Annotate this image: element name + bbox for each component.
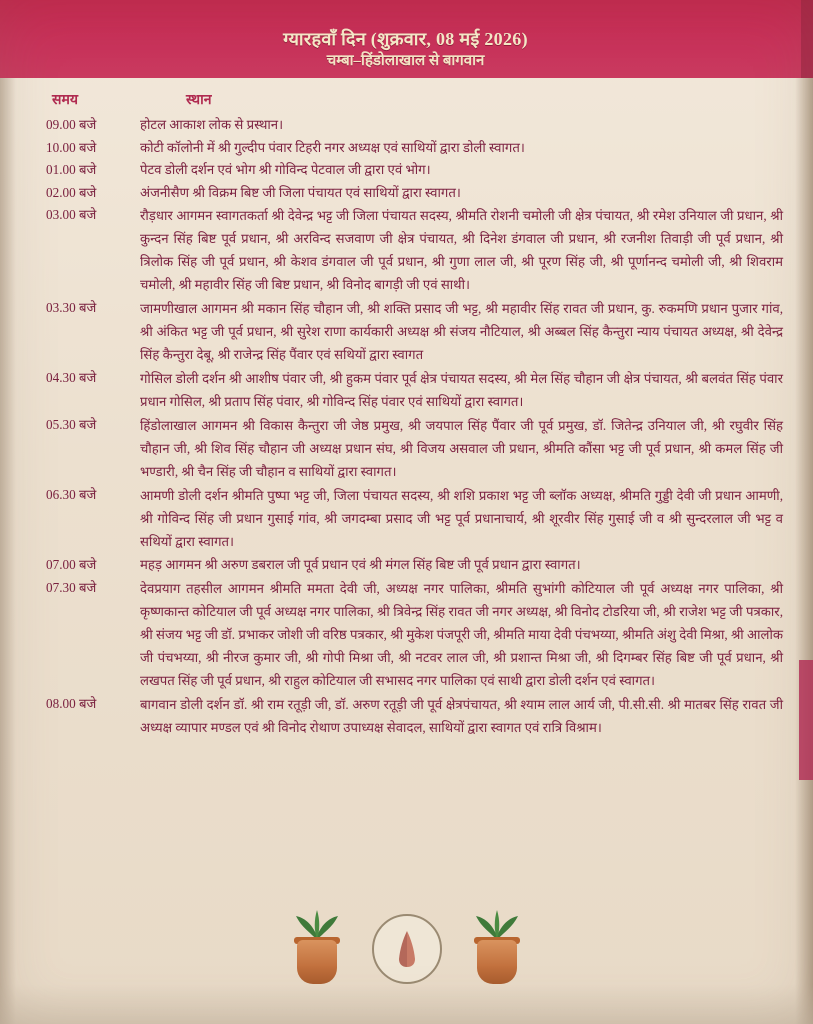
row-time: 08.00 बजे	[46, 695, 97, 711]
band-right-tab	[801, 0, 813, 78]
row-time: 02.00 बजे	[46, 184, 97, 200]
row-place: हिंडोलाखाल आगमन श्री विकास कैन्तुरा जी जेष्ठ प्रमुख, श्री जयपाल सिंह पैंवार जी पूर्व प्रमुख, डॉ. जितेन्द्र उनियाल जी, श्री रघुवीर सिंह चौहान जी, श्री शिव सिंह चौहान जी अध्यक्ष प्रधान संघ, श्री विजय असवाल जी प्रधान, श्रीमति कौंसा भट्ट जी पूर्व प्रधान, श्री कमल सिंह जी भण्डारी, श्री चैन सिंह जी चौहान व साथियों द्वारा स्वागत।	[140, 418, 783, 479]
kalash-icon	[470, 910, 524, 984]
row-place: पेटव डोली दर्शन एवं भोग श्री गोविन्द पेटवाल जी द्वारा एवं भोग।	[140, 162, 431, 177]
document-content	[0, 78, 813, 1024]
row-place: होटल आकाश लोक से प्रस्थान।	[140, 117, 284, 132]
table-row	[0, 414, 789, 483]
row-place: बागवान डोली दर्शन डॉ. श्री राम रतूड़ी जी, डॉ. अरुण रतूड़ी जी पूर्व क्षेत्रपंचायत, श्री श्याम लाल आर्य जी, पी.सी.सी. श्री मातबर सिंह रावत जी अध्यक्ष व्यापार मण्डल एवं श्री विनोद रोथाण उपाध्यक्ष सेवादल, साथियों द्वारा स्वागत एवं रात्रि विश्राम।	[140, 696, 783, 735]
table-row	[0, 297, 789, 366]
column-header-place: स्थान	[186, 93, 212, 108]
page-title: ग्यारहवाँ दिन (शुक्रवार, 08 मई 2026)	[283, 29, 528, 49]
kalash-icon	[290, 910, 344, 984]
row-time: 07.00 बजे	[46, 557, 97, 572]
title-band	[0, 0, 813, 78]
table-row	[0, 204, 789, 296]
row-time: 04.30 बजे	[46, 370, 97, 385]
row-place: जामणीखाल आगमन श्री मकान सिंह चौहान जी, श्री शक्ति प्रसाद जी भट्ट, श्री महावीर सिंह रावत जी प्रधान, कु. रुकमणि प्रधान पुजार गांव, श्री अंकित भट्ट जी पूर्व प्रधान, श्री सुरेश राणा कार्यकारी अध्यक्ष श्री संजय नौटियाल, श्री अब्बल सिंह कैन्तुरा न्याय पंचायत अध्यक्ष, श्री देवेन्द्र सिंह कैन्तुरा देबू, श्री राजेन्द्र सिंह पैंवार एवं सथियों द्वारा स्वागत	[140, 301, 783, 362]
table-row	[0, 484, 789, 553]
title-band-inner	[8, 0, 803, 78]
table-row	[0, 114, 789, 136]
page-subtitle: चम्बा–हिंडोलाखाल से बागवान	[326, 53, 485, 69]
table-row	[0, 159, 789, 181]
schedule-table	[0, 114, 813, 739]
row-time: 01.00 बजे	[46, 162, 97, 177]
row-place: आमणी डोली दर्शन श्रीमति पुष्पा भट्ट जी, जिला पंचायत सदस्य, श्री शशि प्रकाश भट्ट जी ब्लॉक अध्यक्ष, श्रीमति गुड्डी देवी जी प्रधान आमणी, श्री गोविन्द सिंह जी प्रधान गुसाई गांव, श्री जगदम्बा प्रसाद जी भट्ट पूर्व प्रधानाचार्य, श्री शूरवीर सिंह गुसाई जी व श्री सुन्दरलाल जी भट्ट व सथियों द्वारा स्वागत।	[140, 488, 783, 549]
table-row	[0, 693, 789, 739]
row-place: देवप्रयाग तहसील आगमन श्रीमति ममता देवी जी, अध्यक्ष नगर पालिका, श्रीमति सुभांगी कोटियाल जी पूर्व अध्यक्ष नगर पालिका, श्री कृष्णकान्त कोटियाल जी पूर्व अध्यक्ष नगर पालिका, श्री त्रिवेन्द्र सिंह रावत जी नगर अध्यक्ष, श्री विनोद टोडरिया जी, श्री राजेश भट्ट जी पत्रकार, श्री संजय भट्ट जी डॉ. प्रभाकर जोशी जी वरिष्ठ पत्रकार, श्री मुकेश पंजपूरी जी, श्रीमति माया देवी पंचभय्या, श्रीमति अंशु देवी मिश्रा, श्री आलोक जी पंचभय्या, श्री नीरज कुमार जी, श्री गोपी मिश्रा जी, श्री नटवर लाल जी, श्री प्रशान्त मिश्रा जी, श्री दिगम्बर सिंह बिष्ट जी पूर्व प्रधान, श्री लखपत सिंह जी पूर्व प्रधान, श्री राहुल कोटियाल जी सभासद नगर पालिका एवं साथी द्वारा डोली दर्शन एवं स्वागत।	[140, 580, 783, 688]
row-time: 10.00 बजे	[46, 139, 97, 155]
row-time: 09.00 बजे	[46, 117, 97, 132]
row-time: 05.30 बजे	[46, 417, 97, 432]
column-header-time: समय	[52, 93, 78, 108]
row-place: कोटी कॉलोनी में श्री गुल्दीप पंवार टिहरी नगर अध्यक्ष एवं साथियों द्वारा डोली स्वागत।	[140, 139, 525, 155]
table-row	[0, 182, 789, 204]
column-headers	[0, 90, 813, 112]
row-place: गोसिल डोली दर्शन श्री आशीष पंवार जी, श्री हुकम पंवार पूर्व क्षेत्र पंचायत सदस्य, श्री मेल सिंह चौहान जी क्षेत्र पंचायत, श्री बलवंत सिंह पंवार प्रधान गोसिल, श्री प्रताप सिंह पंवार, श्री गोविन्द सिंह पंवार एवं साथियों द्वारा स्वागत।	[140, 371, 783, 409]
table-row	[0, 367, 789, 413]
table-row	[0, 577, 789, 692]
row-place: महड़ आगमन श्री अरुण डबराल जी पूर्व प्रधान एवं श्री मंगल सिंह बिष्ट जी पूर्व प्रधान द्वारा स्वागत।	[140, 557, 581, 572]
row-time: 03.30 बजे	[46, 300, 97, 315]
table-row	[0, 137, 789, 159]
row-time: 03.00 बजे	[46, 207, 97, 222]
table-row	[0, 554, 789, 576]
namaste-icon	[372, 914, 442, 984]
row-place: अंजनीसैण श्री विक्रम बिष्ट जी जिला पंचायत एवं साथियों द्वारा स्वागत।	[140, 184, 461, 200]
row-time: 06.30 बजे	[46, 487, 97, 502]
row-time: 07.30 बजे	[46, 579, 97, 595]
row-place: रौड़धार आगमन स्वागतकर्ता श्री देवेन्द्र भट्ट जी जिला पंचायत सदस्य, श्रीमति रोशनी चमोली जी क्षेत्र पंचायत, श्री रमेश उनियाल जी प्रधान, श्री कुन्दन सिंह बिष्ट पूर्व प्रधान, श्री अरविन्द सजवाण जी क्षेत्र पंचायत, श्री दिनेश डंगवाल जी प्रधान, श्री रजनीश तिवाड़ी जी पूर्व प्रधान, श्री त्रिलोक सिंह जी पूर्व प्रधान, श्री केशव डंगवाल जी पूर्व प्रधान, श्री गुणा लाल जी, श्री पूरण सिंह जी, श्री पूर्णानन्द चमोली जी, श्री शिवराम चमोली, श्री महावीर सिंह जी बिष्ट प्रधान, श्री विनोद बागड़ी जी एवं साथी।	[140, 208, 783, 292]
footer-ornaments	[0, 910, 813, 988]
